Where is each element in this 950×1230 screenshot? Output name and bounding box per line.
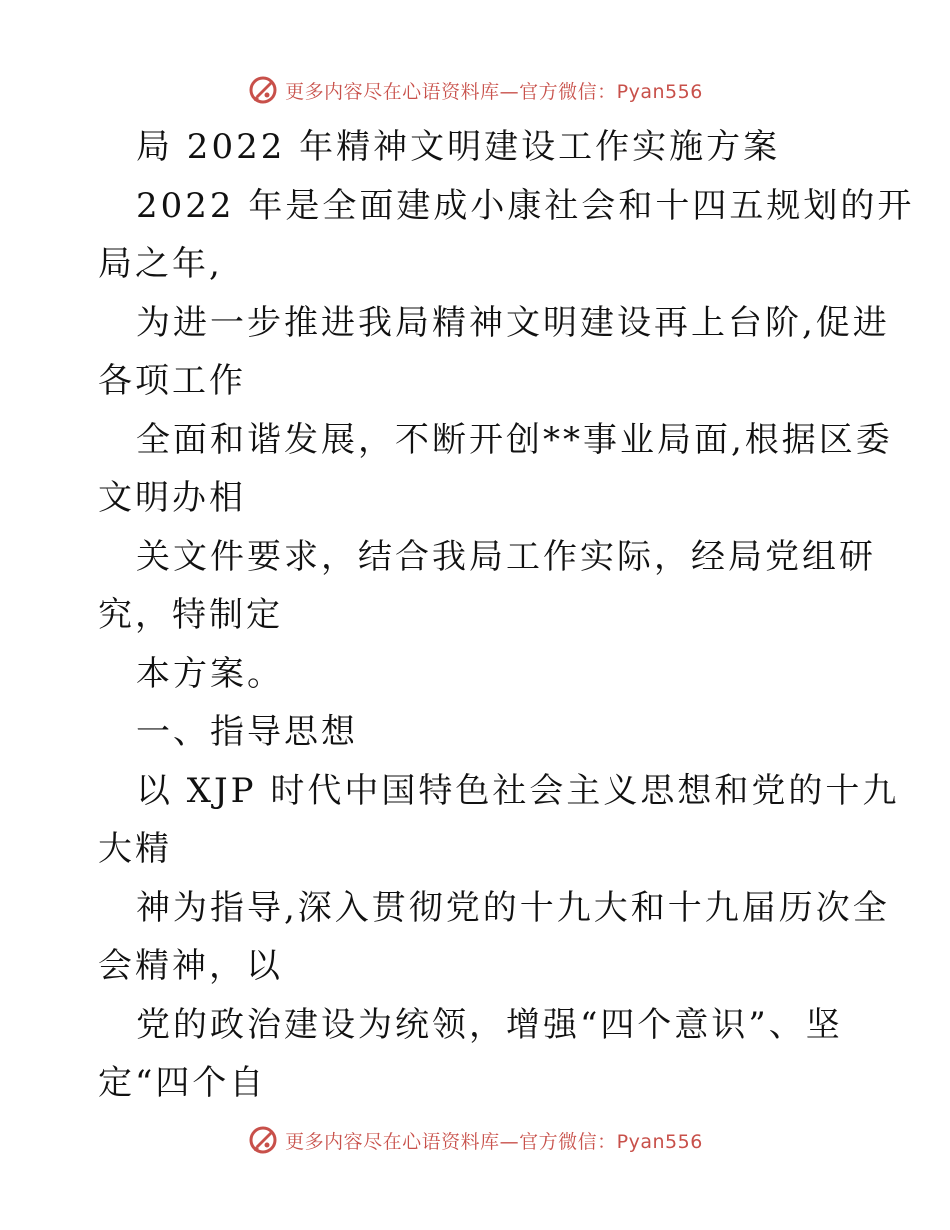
text-line: 神为指导,深入贯彻党的十九大和十九届历次全 xyxy=(136,887,890,928)
quill-logo-icon xyxy=(247,1124,279,1156)
text-line: 局之年, xyxy=(98,244,223,284)
watermark-text: 更多内容尽在心语资料库—官方微信：Pyan556 xyxy=(285,1130,703,1153)
text-line: 2022 年是全面建成小康社会和十四五规划的开 xyxy=(136,185,915,226)
text-line: 究，特制定 xyxy=(98,595,283,635)
text-line: 本方案。 xyxy=(136,653,284,694)
text-line: 关文件要求，结合我局工作实际，经局党组研 xyxy=(136,536,876,577)
watermark-text: 更多内容尽在心语资料库—官方微信：Pyan556 xyxy=(285,80,703,103)
watermark-footer xyxy=(0,1120,950,1160)
text-line: 党的政治建设为统领，增强“四个意识”、坚 xyxy=(136,1004,843,1045)
quill-logo-icon xyxy=(247,74,279,106)
text-line: 一、指导思想 xyxy=(136,712,358,752)
text-line: 会精神，以 xyxy=(98,946,283,986)
text-line: 以 XJP 时代中国特色社会主义思想和党的十九 xyxy=(136,770,900,811)
watermark-wechat-id: Pyan556 xyxy=(616,1130,703,1153)
text-line: 各项工作 xyxy=(98,361,246,401)
watermark-header xyxy=(0,70,950,110)
text-line: 全面和谐发展，不断开创**事业局面,根据区委 xyxy=(136,419,893,460)
text-line: 为进一步推进我局精神文明建设再上台阶,促进 xyxy=(136,302,890,343)
text-line: 定“四个自 xyxy=(98,1063,267,1103)
watermark-wechat-id: Pyan556 xyxy=(616,80,703,103)
document-body xyxy=(98,118,915,1113)
text-line: 大精 xyxy=(98,829,172,869)
text-line: 文明办相 xyxy=(98,478,246,518)
text-line: 局 2022 年精神文明建设工作实施方案 xyxy=(136,127,781,167)
